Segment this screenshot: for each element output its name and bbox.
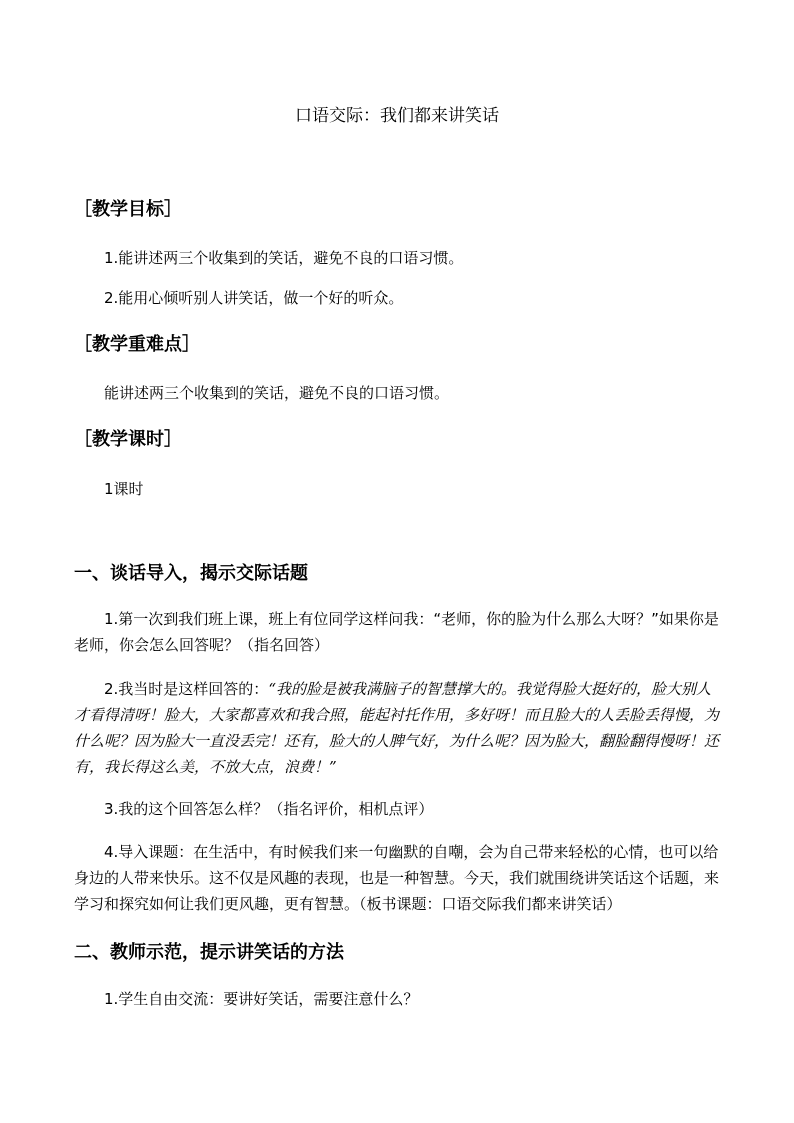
- part-1-paragraph-2: [74, 676, 722, 780]
- class-time-text: 1课时: [104, 480, 144, 498]
- part-1-paragraph-3: 3.我的这个回答怎么样？（指名评价，相机点评）: [104, 800, 434, 818]
- paragraph-lead: 2.我当时是这样回答的：: [104, 680, 269, 698]
- document-title: 口语交际：我们都来讲笑话: [295, 106, 499, 126]
- section-heading-class-time: ［教学课时］: [74, 429, 182, 450]
- teacher-answer-quote: “我的脸是被我满脑子的智慧撑大的。我觉得脸大挺好的，脸大别人才看得清呀！脸大，大家都喜欢和我合照，能起衬托作用，多好呀！而且脸大的人丢脸丢得慢，为什么呢？因为脸大一直没丢完！还有，脸大的人脾气好，为什么呢？因为脸大，翻脸翻得慢呀！还有，我长得这么美，不放大点，浪费！”: [74, 680, 720, 776]
- goal-item-2: 2.能用心倾听别人讲笑话，做一个好的听众。: [104, 289, 404, 307]
- section-heading-goals: ［教学目标］: [74, 199, 182, 220]
- goal-item-1: 1.能讲述两三个收集到的笑话，避免不良的口语习惯。: [104, 249, 464, 267]
- part-2-heading: 二、教师示范，提示讲笑话的方法: [74, 942, 344, 963]
- part-1-heading: 一、谈话导入，揭示交际话题: [74, 563, 308, 584]
- part-2-paragraph-1: 1.学生自由交流：要讲好笑话，需要注意什么？: [104, 990, 419, 1008]
- part-1-paragraph-4: 4.导入课题：在生活中，有时候我们来一句幽默的自嘲，会为自己带来轻松的心情，也可以给身边的人带来快乐。这不仅是风趣的表现，也是一种智慧。今天，我们就围绕讲笑话这个话题，来学习和探究如何让我们更风趣，更有智慧。（板书课题：口语交际我们都来讲笑话）: [74, 843, 720, 913]
- part-1-paragraph-1: 1.第一次到我们班上课，班上有位同学这样问我：“老师，你的脸为什么那么大呀？”如果你是老师，你会怎么回答呢？（指名回答）: [74, 610, 719, 654]
- section-heading-key-points: ［教学重难点］: [74, 334, 200, 355]
- key-points-text: 能讲述两三个收集到的笑话，避免不良的口语习惯。: [104, 384, 450, 402]
